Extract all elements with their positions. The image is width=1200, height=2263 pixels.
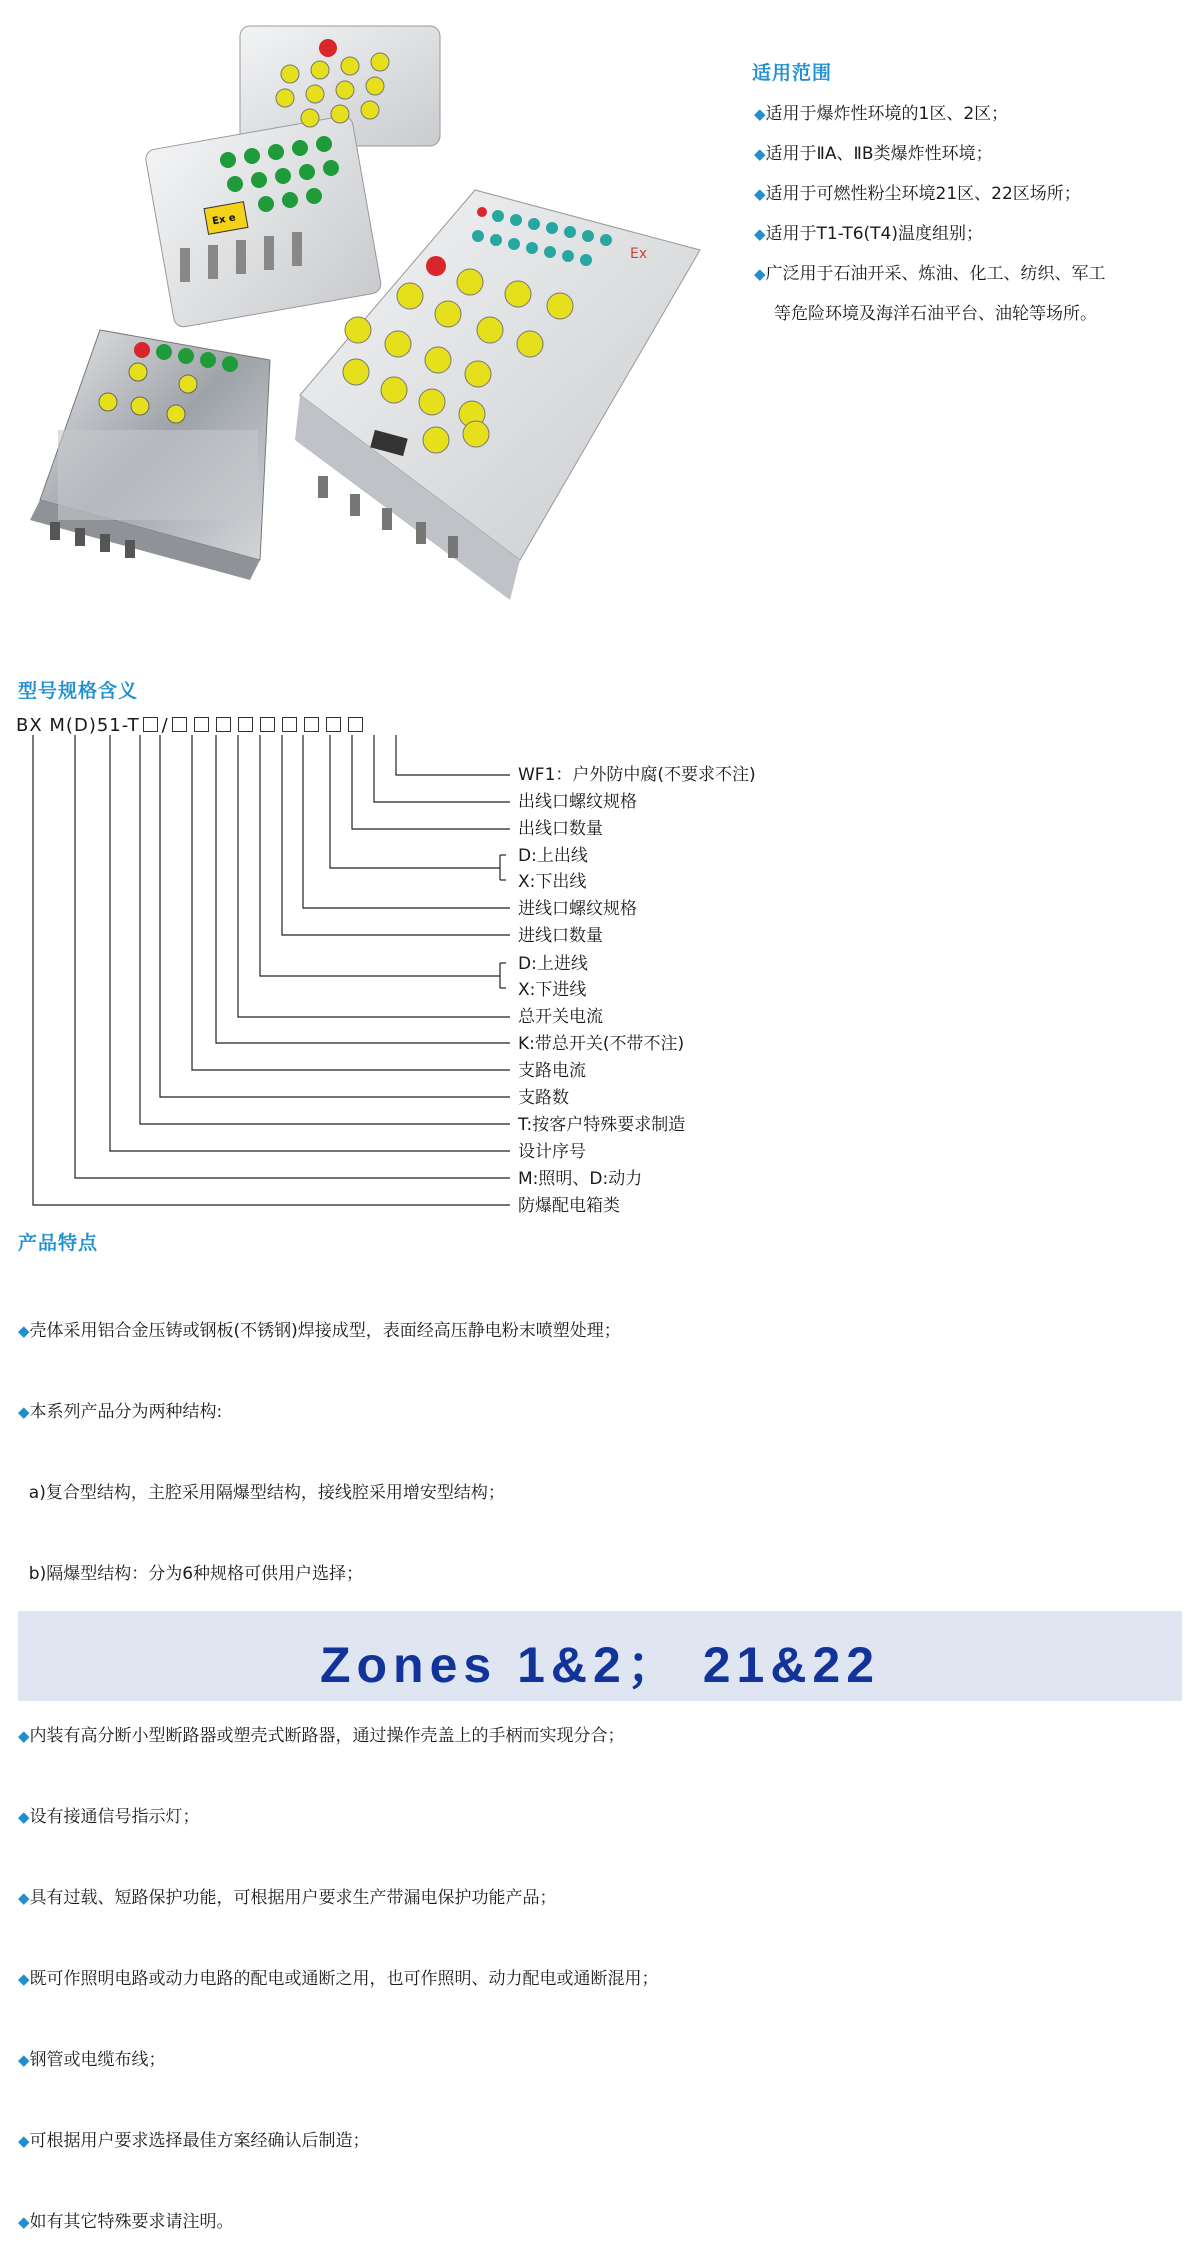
product-photos bbox=[0, 0, 740, 660]
diamond-bullet-icon: ◆ bbox=[18, 1322, 30, 1340]
feature-item: ◆既可作照明电路或动力电路的配电或通断之用，也可作照明、动力配电或通断混用； bbox=[18, 1969, 659, 1989]
feature-item: ◆如有其它特殊要求请注明。 bbox=[18, 2212, 234, 2232]
model-label: D:上出线 bbox=[518, 846, 588, 866]
model-label: 总开关电流 bbox=[518, 1007, 603, 1027]
model-label: 出线口螺纹规格 bbox=[518, 792, 637, 812]
scope-item: ◆适用于爆炸性环境的1区、2区； bbox=[754, 104, 1009, 124]
feature-item: ◆壳体采用铝合金压铸或钢板(不锈钢)焊接成型，表面经高压静电粉末喷塑处理； bbox=[18, 1321, 621, 1341]
zones-banner bbox=[18, 1611, 1182, 1701]
feature-item: ◆可根据用户要求选择最佳方案经确认后制造； bbox=[18, 2131, 370, 2151]
scope-list bbox=[754, 94, 1106, 334]
model-label: K:带总开关(不带不注) bbox=[518, 1034, 685, 1054]
scope-title: 适用范围 bbox=[752, 62, 833, 84]
model-label: M:照明、D:动力 bbox=[518, 1169, 643, 1189]
diamond-bullet-icon: ◆ bbox=[18, 1727, 30, 1745]
model-label: X:下进线 bbox=[518, 980, 587, 1000]
diamond-bullet-icon: ◆ bbox=[18, 2051, 30, 2069]
diamond-bullet-icon: ◆ bbox=[754, 105, 766, 123]
scope-item: ◆广泛用于石油开采、炼油、化工、纺织、军工 bbox=[754, 264, 1106, 284]
diamond-bullet-icon: ◆ bbox=[18, 2213, 30, 2231]
scope-item: ◆适用于可燃性粉尘环境21区、22区场所； bbox=[754, 184, 1081, 204]
model-label: D:上进线 bbox=[518, 954, 588, 974]
diamond-bullet-icon: ◆ bbox=[18, 1808, 30, 1826]
model-label: X:下出线 bbox=[518, 872, 587, 892]
diamond-bullet-icon: ◆ bbox=[18, 2132, 30, 2150]
scope-item: ◆适用于ⅡA、ⅡB类爆炸性环境； bbox=[754, 144, 993, 164]
features-list bbox=[18, 1264, 659, 2263]
zones-banner-text: Zones 1&2； 21&22 bbox=[319, 1637, 881, 1693]
model-label: 防爆配电箱类 bbox=[518, 1196, 620, 1216]
model-code-prefix: BX M(D)51-T bbox=[16, 715, 140, 736]
model-title: 型号规格含义 bbox=[18, 680, 139, 702]
diamond-bullet-icon: ◆ bbox=[18, 1970, 30, 1988]
scope-item: ◆适用于T1-T6(T4)温度组别； bbox=[754, 224, 983, 244]
model-label: 进线口数量 bbox=[518, 926, 603, 946]
stainless-steel-box bbox=[30, 330, 270, 580]
diamond-bullet-icon: ◆ bbox=[754, 265, 766, 283]
model-label: 设计序号 bbox=[518, 1142, 586, 1162]
model-label: T:按客户特殊要求制造 bbox=[518, 1115, 686, 1135]
feature-item: ◆钢管或电缆布线； bbox=[18, 2050, 166, 2070]
svg-text:Ex: Ex bbox=[630, 246, 648, 262]
svg-text:Ex e: Ex e bbox=[211, 212, 237, 228]
code-slash: / bbox=[161, 715, 169, 736]
model-label: WF1：户外防中腐(不要求不注) bbox=[518, 765, 756, 785]
features-title: 产品特点 bbox=[18, 1232, 99, 1254]
model-diagram-lines bbox=[0, 730, 520, 1220]
feature-item: ◆具有过载、短路保护功能，可根据用户要求生产带漏电保护功能产品； bbox=[18, 1888, 557, 1908]
model-label: 支路数 bbox=[518, 1088, 569, 1108]
scope-item: 等危险环境及海洋石油平台、油轮等场所。 bbox=[774, 304, 1097, 324]
model-label: 出线口数量 bbox=[518, 819, 603, 839]
feature-item: ◆设有接通信号指示灯； bbox=[18, 1807, 200, 1827]
feature-item: ◆内装有高分断小型断路器或塑壳式断路器，通过操作壳盖上的手柄而实现分合； bbox=[18, 1726, 625, 1746]
diamond-bullet-icon: ◆ bbox=[18, 1889, 30, 1907]
diamond-bullet-icon: ◆ bbox=[754, 185, 766, 203]
feature-item: b)隔爆型结构：分为6种规格可供用户选择； bbox=[18, 1564, 364, 1584]
model-label: 支路电流 bbox=[518, 1061, 586, 1081]
diamond-bullet-icon: ◆ bbox=[754, 225, 766, 243]
model-label: 进线口螺纹规格 bbox=[518, 899, 637, 919]
feature-item: a)复合型结构，主腔采用隔爆型结构，接线腔采用增安型结构； bbox=[18, 1483, 505, 1503]
feature-item: ◆本系列产品分为两种结构: bbox=[18, 1402, 223, 1422]
diamond-bullet-icon: ◆ bbox=[18, 1403, 30, 1421]
diamond-bullet-icon: ◆ bbox=[754, 145, 766, 163]
